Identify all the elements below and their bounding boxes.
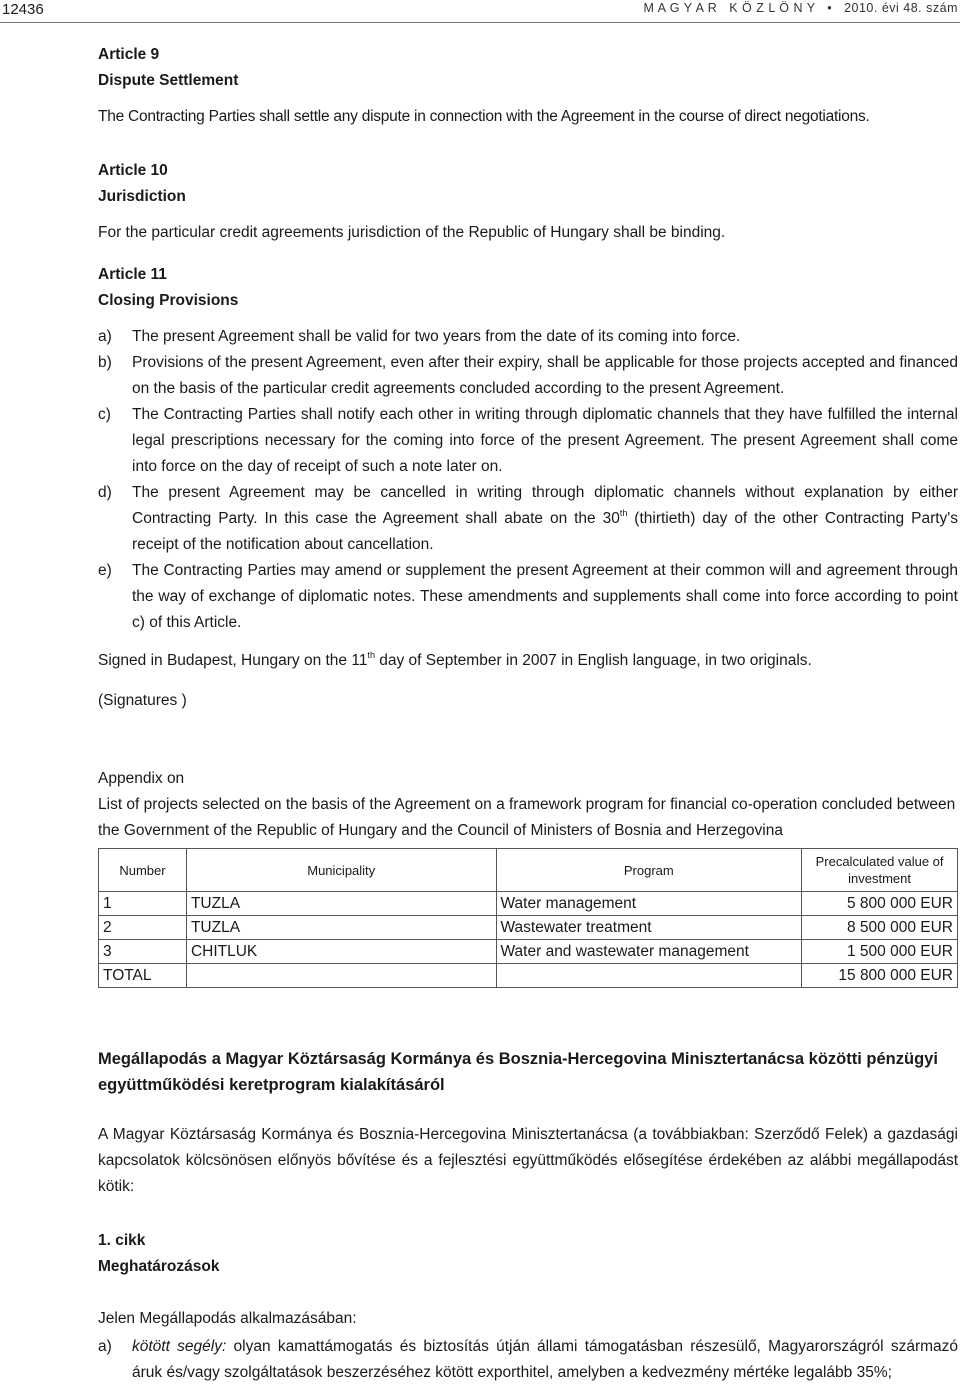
cikk-number: 1. cikk [98, 1232, 146, 1249]
article-title: Article 9 [98, 46, 160, 63]
projects-table [98, 848, 958, 988]
page-header [0, 0, 960, 23]
signed-statement: Signed in Budapest, Hungary on the 11th day of September in 2007 in English language, in two originals. [98, 650, 812, 669]
column-header: Number [99, 849, 187, 892]
appendix [98, 766, 958, 988]
table-row: 2 TUZLA Wastewater treatment 8 500 000 EUR [99, 916, 958, 940]
article-title: Article 10 [98, 162, 168, 179]
article-text: The Contracting Parties shall settle any dispute in connection with the Agreement in the course of direct negotiations. [98, 108, 870, 125]
cikk-title: Meghatározások [98, 1258, 220, 1275]
column-header: Program [496, 849, 802, 892]
column-header: Municipality [186, 849, 496, 892]
list-item: c) The Contracting Parties shall notify each other in writing through diplomatic channels that they have fulfilled the internal legal prescriptions necessary for the coming into force of the present Agreement. The present Agreement shall come into force on the day of receipt of such a note later on. [98, 406, 958, 475]
journal-title: M A G Y A R K Ö Z L Ö N Y • 2010. évi 48. szám [643, 1, 958, 15]
table-total-row: TOTAL 15 800 000 EUR [99, 964, 958, 988]
hungarian-title: Megállapodás a Magyar Köztársaság Kormánya és Bosznia-Hercegovina Minisztertanácsa közötti pénzügyi együttműködési keretprogram kialakításáról [98, 1050, 938, 1094]
article-subtitle: Jurisdiction [98, 188, 186, 205]
list-item: d) The present Agreement may be cancelled in writing through diplomatic channels without explanation by either Contracting Party. In this case the Agreement shall abate on the 30th (thirtieth) day of the other Contracting Party's receipt of the notification about cancellation. [98, 484, 958, 553]
appendix-title: Appendix on [98, 770, 185, 787]
table-header-row [99, 849, 958, 892]
table-row: 3 CHITLUK Water and wastewater management 1 500 000 EUR [99, 940, 958, 964]
article-10 [98, 158, 958, 246]
definitions-list [98, 1334, 958, 1386]
article-subtitle: Dispute Settlement [98, 72, 239, 89]
column-header: Precalculated value of investment [802, 849, 958, 892]
signatures: (Signatures ) [98, 692, 187, 709]
list-item: a) The present Agreement shall be valid for two years from the date of its coming into force. [98, 328, 741, 345]
definitions-lead: Jelen Megállapodás alkalmazásában: [98, 1310, 357, 1327]
hungarian-intro: A Magyar Köztársaság Kormánya és Bosznia-Hercegovina Minisztertanácsa (a továbbiakban: Szerződő Felek) a gazdasági kapcsolatok kölcsönösen előnyös bővítése és a fejlesztési együttműködés elősegítése érdekében az alábbi megállapodást kötik: [98, 1126, 958, 1195]
page-number: 12436 [2, 1, 44, 18]
table-row: 1 TUZLA Water management 5 800 000 EUR [99, 892, 958, 916]
list-item: a) kötött segély: olyan kamattámogatás és biztosítás útján állami támogatásban részesülő, Magyarországról származó áruk és/vagy szolgáltatások beszerzéséhez kötött exporthitel, amelyben a kedvezmény mértéke legalább 35%; [98, 1338, 959, 1381]
provisions-list [98, 324, 958, 636]
document-body [98, 42, 958, 1398]
appendix-description: List of projects selected on the basis of the Agreement on a framework program for financial co-operation concluded between the Government of the Republic of Hungary and the Council of Ministers of Bosnia and Herzegovina [98, 796, 956, 839]
list-item: b) Provisions of the present Agreement, even after their expiry, shall be applicable for those projects accepted and financed on the basis of the particular credit agreements concluded according to the present Agreement. [98, 354, 959, 397]
article-text: For the particular credit agreements jurisdiction of the Republic of Hungary shall be binding. [98, 224, 726, 241]
article-9 [98, 42, 958, 130]
article-title: Article 11 [98, 266, 167, 283]
list-item: e) The Contracting Parties may amend or supplement the present Agreement at their common will and agreement through the way of exchange of diplomatic notes. These amendments and supplements shall come into force according to point c) of this Article. [98, 562, 958, 631]
defined-term: kötött segély: [132, 1338, 227, 1355]
article-subtitle: Closing Provisions [98, 292, 239, 309]
article-11 [98, 262, 958, 636]
